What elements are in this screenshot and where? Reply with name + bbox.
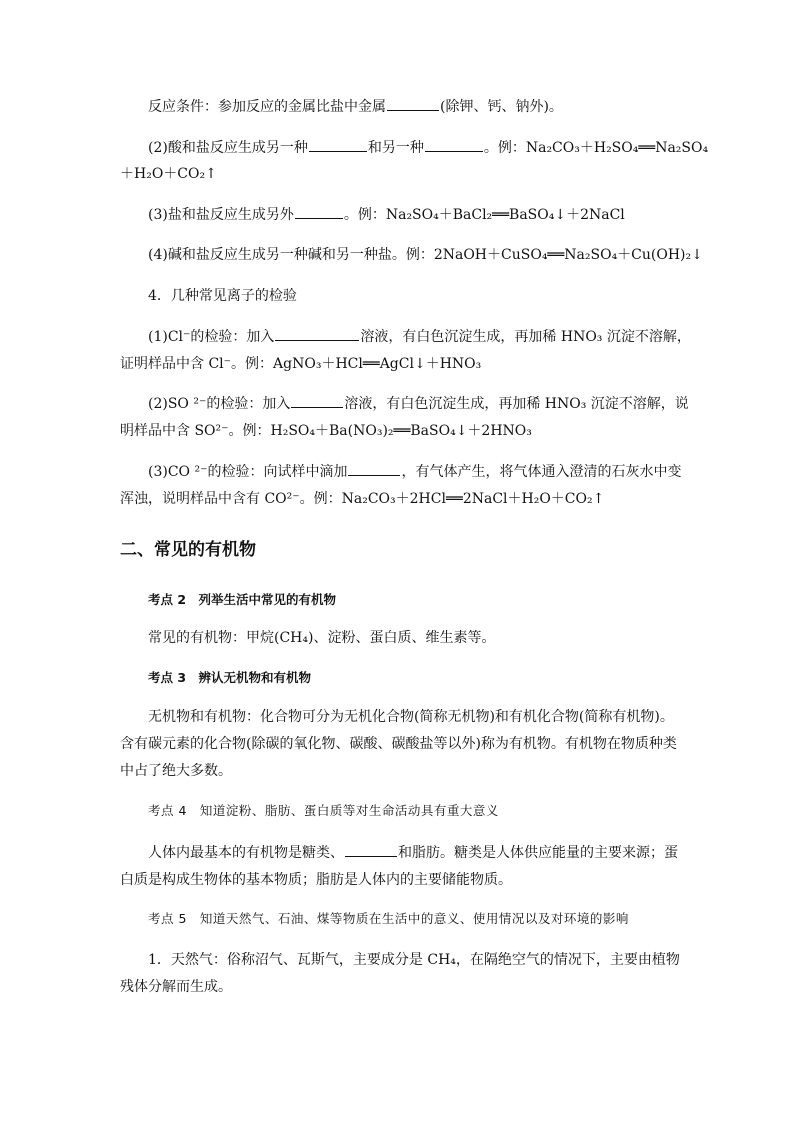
blank-so4-reagent[interactable]	[291, 394, 343, 408]
text: 和脂肪。糖类是人体供应能量的主要来源；蛋	[398, 845, 678, 861]
inorganic-organic-line-3: 中占了绝大多数。	[120, 763, 232, 779]
co3-test-line-cont: 浑浊，说明样品中含有 CO²⁻。例：Na₂CO₃＋2HCl══2NaCl＋H₂O＋CO₂↑	[120, 491, 605, 507]
blank-two-salts[interactable]	[295, 205, 343, 219]
text: (1)Cl⁻的检验：加入	[148, 329, 275, 345]
text: (2)酸和盐反应生成另一种	[148, 140, 308, 156]
inorganic-organic-line-2: 含有碳元素的化合物(除碳的氧化物、碳酸、碳酸盐等以外)称为有机物。有机物在物质种类	[120, 736, 677, 752]
blank-acid-product-2[interactable]	[425, 138, 483, 152]
so4-test-line	[148, 394, 689, 414]
kaodian-2-heading: 考点 2 列举生活中常见的有机物	[148, 592, 337, 607]
salt-salt-line	[148, 205, 625, 225]
text: 人体内最基本的有机物是糖类、	[148, 845, 344, 861]
natural-gas-line-1: 1．天然气：俗称沼气、瓦斯气，主要成分是 CH₄，在隔绝空气的情况下，主要由植物	[148, 952, 680, 968]
kaodian-3-heading: 考点 3 辨认无机物和有机物	[148, 670, 312, 685]
text: (3)CO ²⁻的检验：向试样中滴加	[148, 464, 348, 480]
nutrients-line-1	[148, 843, 678, 863]
cl-test-line-cont: 证明样品中含 Cl⁻。例：AgNO₃＋HCl══AgCl↓＋HNO₃	[120, 356, 482, 372]
kaodian-4-heading: 考点 4 知道淀粉、脂肪、蛋白质等对生命活动具有重大意义	[148, 803, 499, 818]
blank-co3-reagent[interactable]	[348, 462, 400, 476]
reaction-condition-line	[148, 97, 563, 117]
text: 。例：Na₂SO₄＋BaCl₂══BaSO₄↓＋2NaCl	[343, 207, 625, 223]
natural-gas-line-2: 残体分解而生成。	[120, 979, 232, 995]
text: ，有气体产生，将气体通入澄清的石灰水中变	[401, 464, 682, 480]
text: 。例：Na₂CO₃＋H₂SO₄══Na₂SO₄	[483, 140, 709, 156]
kaodian-5-heading: 考点 5 知道天然气、石油、煤等物质在生活中的意义、使用情况以及对环境的影响	[148, 911, 629, 926]
blank-metal-activity[interactable]	[387, 97, 439, 111]
text: 溶液，有白色沉淀生成，再加稀 HNO₃ 沉淀不溶解，说	[344, 396, 689, 412]
so4-test-line-cont: 明样品中含 SO²⁻。例：H₂SO₄＋Ba(NO₃)₂══BaSO₄↓＋2HNO₃	[120, 423, 532, 439]
blank-cl-reagent[interactable]	[275, 327, 359, 341]
text: (3)盐和盐反应生成另外	[148, 207, 294, 223]
text: (除钾、钙、钠外)。	[440, 99, 563, 115]
section-title-organics: 二、常见的有机物	[120, 540, 256, 560]
text: 和另一种	[367, 140, 424, 156]
base-salt-line: (4)碱和盐反应生成另一种碱和另一种盐。例：2NaOH＋CuSO₄══Na₂SO₄＋Cu(OH)₂↓	[148, 247, 703, 263]
cl-test-line	[148, 327, 691, 347]
text: 溶液，有白色沉淀生成，再加稀 HNO₃ 沉淀不溶解，	[360, 329, 691, 345]
common-organics-line: 常见的有机物：甲烷(CH₄)、淀粉、蛋白质、维生素等。	[148, 630, 496, 646]
inorganic-organic-line-1: 无机物和有机物：化合物可分为无机化合物(简称无机物)和有机化合物(简称有机物)。	[148, 709, 674, 725]
nutrients-line-2: 白质是构成生物体的基本物质；脂肪是人体内的主要储能物质。	[120, 872, 512, 888]
text: 反应条件：参加反应的金属比盐中金属	[148, 99, 386, 115]
blank-acid-product-1[interactable]	[309, 138, 367, 152]
acid-salt-line-cont: ＋H₂O＋CO₂↑	[120, 166, 217, 182]
acid-salt-line	[148, 138, 708, 158]
ion-test-heading: 4．几种常见离子的检验	[148, 288, 297, 304]
text: (2)SO ²⁻的检验：加入	[148, 396, 291, 412]
blank-nutrient[interactable]	[345, 843, 397, 857]
co3-test-line	[148, 462, 681, 482]
